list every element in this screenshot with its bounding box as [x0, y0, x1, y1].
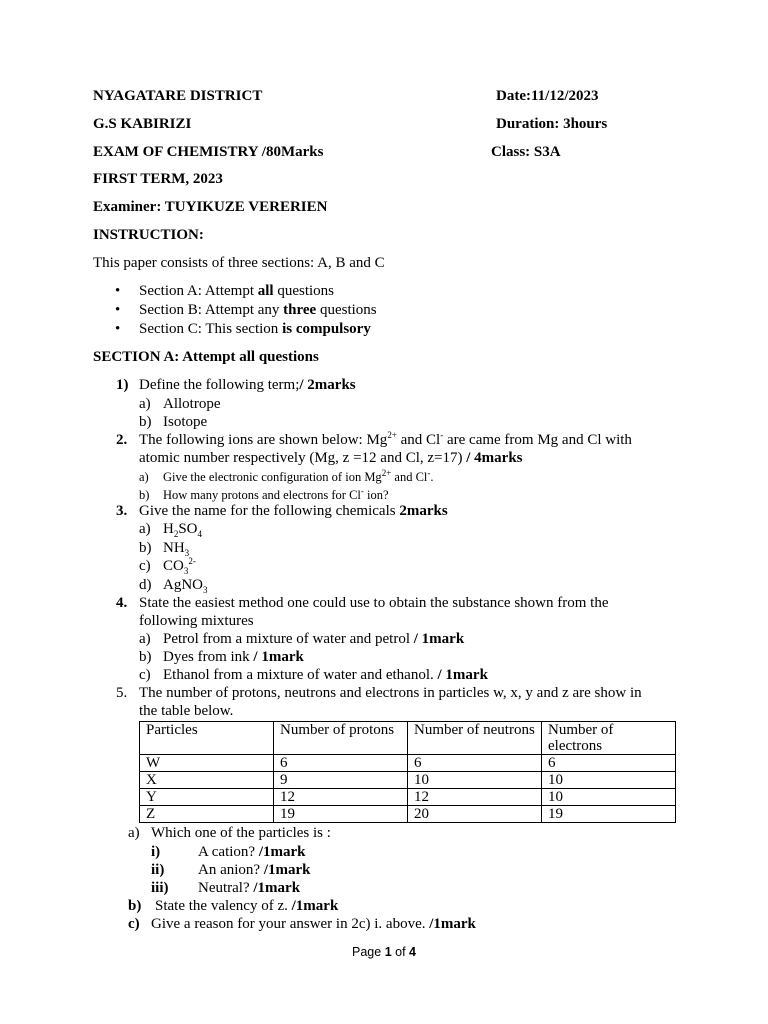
- q5-line2: the table below.: [139, 703, 234, 719]
- q4-b-label: b): [139, 649, 152, 665]
- q3-c-label: c): [139, 558, 151, 574]
- q4-c-label: c): [139, 667, 151, 683]
- q5-a-label: a): [128, 825, 140, 841]
- table-header-cell: Number of electrons: [542, 722, 676, 755]
- table-row: [140, 806, 676, 823]
- q2-b-label: b): [139, 488, 150, 502]
- q5-number: 5.: [116, 685, 128, 701]
- q1-a-text: Allotrope: [163, 396, 221, 412]
- q4-number: 4.: [116, 595, 128, 611]
- q2-line2: atomic number respectively (Mg, z =12 and Cl, z=17) / 4marks: [139, 450, 523, 466]
- q3-d-label: d): [139, 577, 152, 593]
- q2-a-text: Give the electronic configuration of ion $Mg^{2+}$ and Cl-.: [163, 467, 434, 484]
- district-name: NYAGATARE DISTRICT: [93, 88, 263, 104]
- q4-a-text: Petrol from a mixture of water and petrol / 1mark: [163, 631, 465, 647]
- q3-number: 3.: [116, 503, 128, 519]
- exam-term: FIRST TERM, 2023: [93, 171, 223, 187]
- q5-c-text: Give a reason for your answer in 2c) i. above. /1mark: [151, 916, 476, 932]
- intro-text: This paper consists of three sections: A, B and C: [93, 255, 385, 271]
- table-header-cell: Particles: [140, 722, 274, 755]
- table-cell: 10: [542, 789, 676, 806]
- q3-b-formula: $NH_3$: [163, 540, 190, 558]
- section-a-heading: SECTION A: Attempt all questions: [93, 349, 319, 365]
- table-row: [140, 755, 676, 772]
- bullet-section-b: • Section B: Attempt any three questions: [139, 301, 377, 319]
- q1-b-label: b): [139, 414, 152, 430]
- q1-text: Define the following term;/ 2marks: [139, 377, 356, 393]
- q1-a-label: a): [139, 396, 151, 412]
- q4-a-label: a): [139, 631, 151, 647]
- table-cell: 6: [274, 755, 408, 772]
- table-cell: 6: [408, 755, 542, 772]
- q5-ii-text: An anion? /1mark: [198, 862, 311, 878]
- particles-table: [139, 721, 676, 823]
- q5-i-text: A cation? /1mark: [198, 844, 306, 860]
- q5-b-label: b): [128, 898, 142, 914]
- q4-line2: following mixtures: [139, 613, 254, 629]
- q5-ii-label: ii): [151, 862, 165, 878]
- table-cell: Z: [140, 806, 274, 823]
- exam-date: Date:11/12/2023: [496, 88, 599, 104]
- table-cell: X: [140, 772, 274, 789]
- table-row: [140, 789, 676, 806]
- table-cell: 20: [408, 806, 542, 823]
- q3-a-label: a): [139, 521, 151, 537]
- page-footer: Page 1 of 4: [352, 945, 416, 959]
- q3-d-formula: AgNO$_3$: [163, 577, 208, 595]
- table-cell: 9: [274, 772, 408, 789]
- bullet-section-a: • Section A: Attempt all questions: [139, 282, 334, 300]
- q5-b-text: State the valency of z. /1mark: [155, 898, 339, 914]
- table-row: [140, 772, 676, 789]
- examiner: Examiner: TUYIKUZE VERERIEN: [93, 199, 328, 215]
- exam-class: Class: S3A: [491, 144, 561, 160]
- q5-i-label: i): [151, 844, 161, 860]
- q5-line1: The number of protons, neutrons and electrons in particles w, x, y and z are show in: [139, 685, 642, 701]
- exam-duration: Duration: 3hours: [496, 116, 608, 132]
- school-name: G.S KABIRIZI: [93, 116, 192, 132]
- table-cell: 19: [542, 806, 676, 823]
- q3-text: Give the name for the following chemicals 2marks: [139, 503, 448, 519]
- q4-line1: State the easiest method one could use to obtain the substance shown from the: [139, 595, 609, 611]
- instruction-heading: INSTRUCTION:: [93, 227, 204, 243]
- table-cell: 6: [542, 755, 676, 772]
- q3-a-formula: $H_2SO_4$: [163, 521, 203, 539]
- q5-iii-label: iii): [151, 880, 169, 896]
- q4-b-text: Dyes from ink / 1mark: [163, 649, 304, 665]
- table-cell: 10: [408, 772, 542, 789]
- q1-number: 1): [116, 377, 129, 393]
- q5-iii-text: Neutral? /1mark: [198, 880, 301, 896]
- bullet-section-c: • Section C: This section is compulsory: [139, 320, 371, 338]
- q5-c-label: c): [128, 916, 140, 932]
- table-cell: 10: [542, 772, 676, 789]
- table-header-row: [140, 722, 676, 755]
- q2-a-label: a): [139, 470, 149, 484]
- exam-title: EXAM OF CHEMISTRY /80Marks: [93, 144, 324, 160]
- table-cell: 12: [408, 789, 542, 806]
- table-header-cell: Number of neutrons: [408, 722, 542, 755]
- table-cell: 12: [274, 789, 408, 806]
- q4-c-text: Ethanol from a mixture of water and ethanol. / 1mark: [163, 667, 488, 683]
- q2-line1: The following ions are shown below: $Mg^{2+}$ and Cl- are came from Mg and Cl with: [139, 430, 632, 448]
- table-cell: Y: [140, 789, 274, 806]
- q2-number: 2.: [116, 432, 128, 448]
- q3-c-formula: $CO_3^{2-}$: [163, 556, 196, 576]
- table-header-cell: Number of protons: [274, 722, 408, 755]
- q1-b-text: Isotope: [163, 414, 208, 430]
- q5-a-text: Which one of the particles is :: [151, 825, 331, 841]
- q3-b-label: b): [139, 540, 152, 556]
- table-cell: W: [140, 755, 274, 772]
- q2-b-text: How many protons and electrons for Cl- ion?: [163, 485, 389, 502]
- table-cell: 19: [274, 806, 408, 823]
